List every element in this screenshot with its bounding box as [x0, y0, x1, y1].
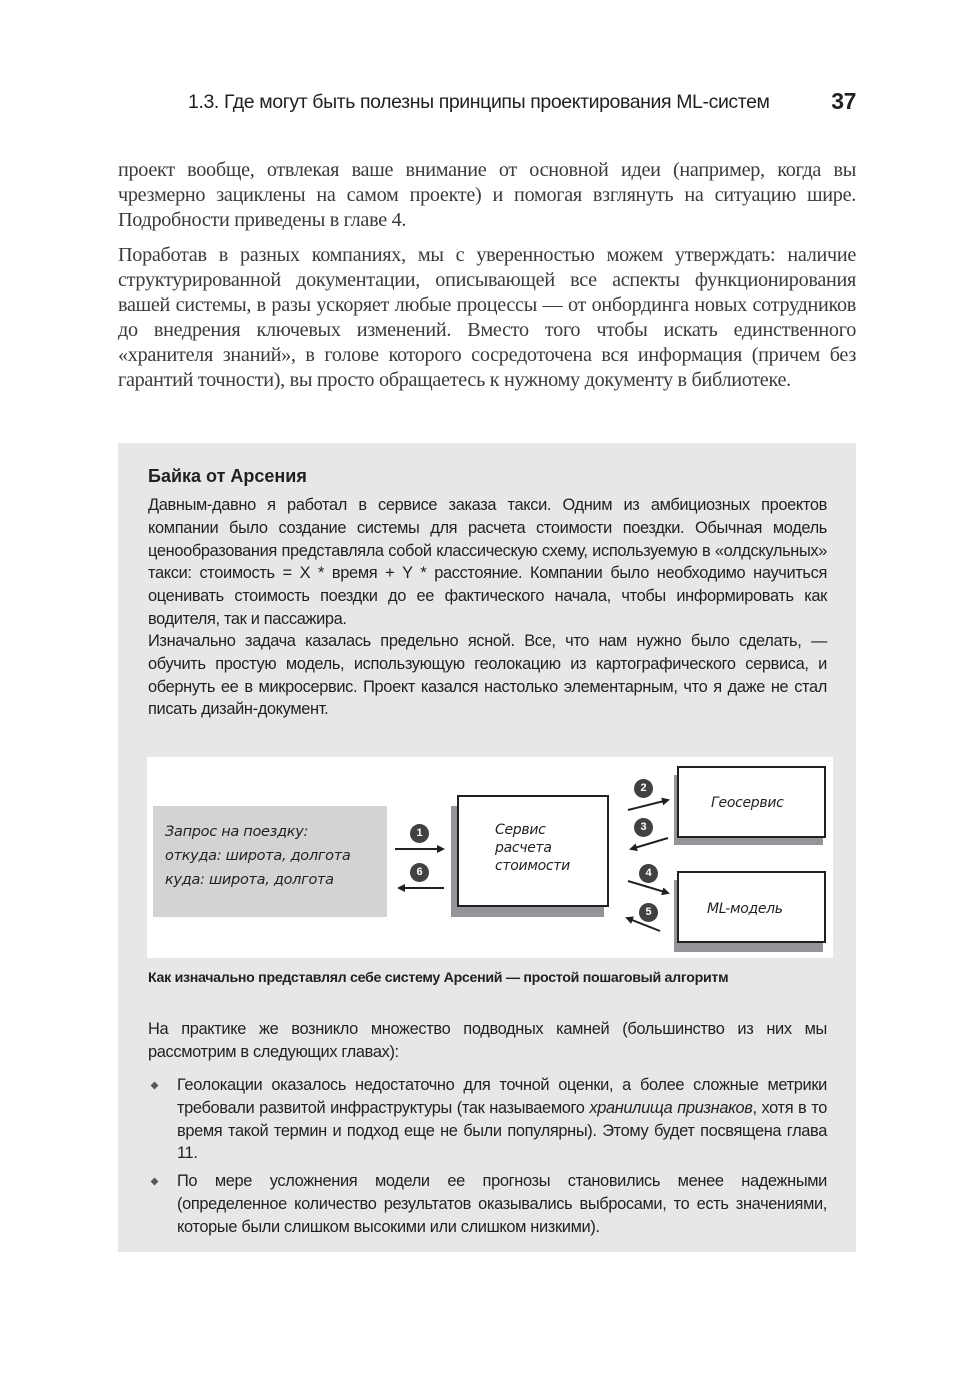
sidebar-story-box [118, 443, 856, 1252]
step-6-badge: 6 [410, 863, 429, 882]
request-line: Запрос на поездку: [165, 824, 309, 840]
ml-model-label: ML-модель [707, 901, 783, 917]
pricing-service-label: Сервис [495, 822, 546, 838]
step-4-badge: 4 [639, 864, 658, 883]
bullet-italic-term: хранилища признаков [589, 1098, 753, 1117]
geo-service-label: Геосервис [711, 795, 784, 811]
body-paragraph [118, 158, 856, 233]
step-3-badge: 3 [634, 818, 653, 837]
bullet-list [148, 1074, 827, 1244]
diamond-bullet-icon [151, 1082, 159, 1090]
diagram-arrows [147, 757, 833, 958]
sidebar-title: Байка от Арсения [148, 466, 307, 486]
bullet-item [148, 1074, 827, 1165]
running-header [188, 88, 856, 118]
bullet-text: По мере усложнения модели ее прогнозы становились менее надежными (определенное количество результатов оказывались выбросами, то есть значениями, которые были слишком высокими или слишком низкими). [177, 1172, 827, 1236]
step-5-badge: 5 [639, 903, 658, 922]
step-2-badge: 2 [634, 779, 653, 798]
step-1-badge: 1 [410, 824, 429, 843]
sidebar-paragraph: На практике же возникло множество подводных камней (большинство из них мы рассмотрим в следующих главах): [148, 1020, 827, 1061]
bullet-item [148, 1170, 827, 1238]
bullet-text: , хотя в то время такой термин и подход еще не были популярны). Этому будет посвящена глава 11. [177, 1098, 827, 1163]
page-number: 37 [831, 88, 856, 114]
body-paragraph [118, 243, 856, 393]
pricing-service-label: расчета [495, 840, 552, 856]
request-line: куда: широта, долгота [165, 872, 334, 888]
running-header-title: 1.3. Где могут быть полезны принципы проектирования ML-систем [188, 91, 770, 113]
sidebar-paragraph: Давным-давно я работал в сервисе заказа такси. Одним из амбициозных проектов компании было создание системы для расчета стоимости поездки. Обычная модель ценообразования представляла собой классическую схему, используемую в «олдскульных» такси: стоимость = X * время + Y * расстояние. Компании было необходимо научиться оценивать стоимость поездки до ее фактического начала, чтобы информировать как водителя, так и пассажира. [148, 496, 827, 628]
figure-caption: Как изначально представлял себе систему Арсений — простой пошаговый алгоритм [148, 970, 729, 986]
body-paragraph-text: Поработав в разных компаниях, мы с уверенностью можем утверждать: наличие структурированной документации, описывающей все аспекты функционирования вашей системы, в разы ускоряет любые процессы — от онбординга новых сотрудников до внедрения ключевых изменений. Вместо того чтобы искать единственного «хранителя знаний», в голове которого сосредоточена вся информация (причем без гарантий точности), вы просто обращаетесь к нужному документу в библиотеке. [118, 244, 856, 391]
request-line: откуда: широта, долгота [165, 848, 351, 864]
bullet-text: Геолокации оказалось недостаточно для точной оценки, а более сложные метрики требовали развитой инфраструктуры (так называемого [177, 1076, 827, 1117]
system-diagram [147, 757, 833, 958]
diamond-bullet-icon [151, 1178, 159, 1186]
sidebar-paragraph: Изначально задача казалась предельно ясной. Все, что нам нужно было сделать, — обучить простую модель, использующую геолокацию из картографического сервиса, и обернуть ее в микросервис. Проект казался настолько элементарным, что я даже не стал писать дизайн-документ. [148, 632, 827, 719]
pricing-service-label: стоимости [495, 858, 570, 874]
body-paragraph-text: проект вообще, отвлекая ваше внимание от основной идеи (например, когда вы чрезмерно зациклены на самом проекте) и помогая взглянуть на ситуацию шире. Подробности приведены в главе 4. [118, 159, 856, 231]
